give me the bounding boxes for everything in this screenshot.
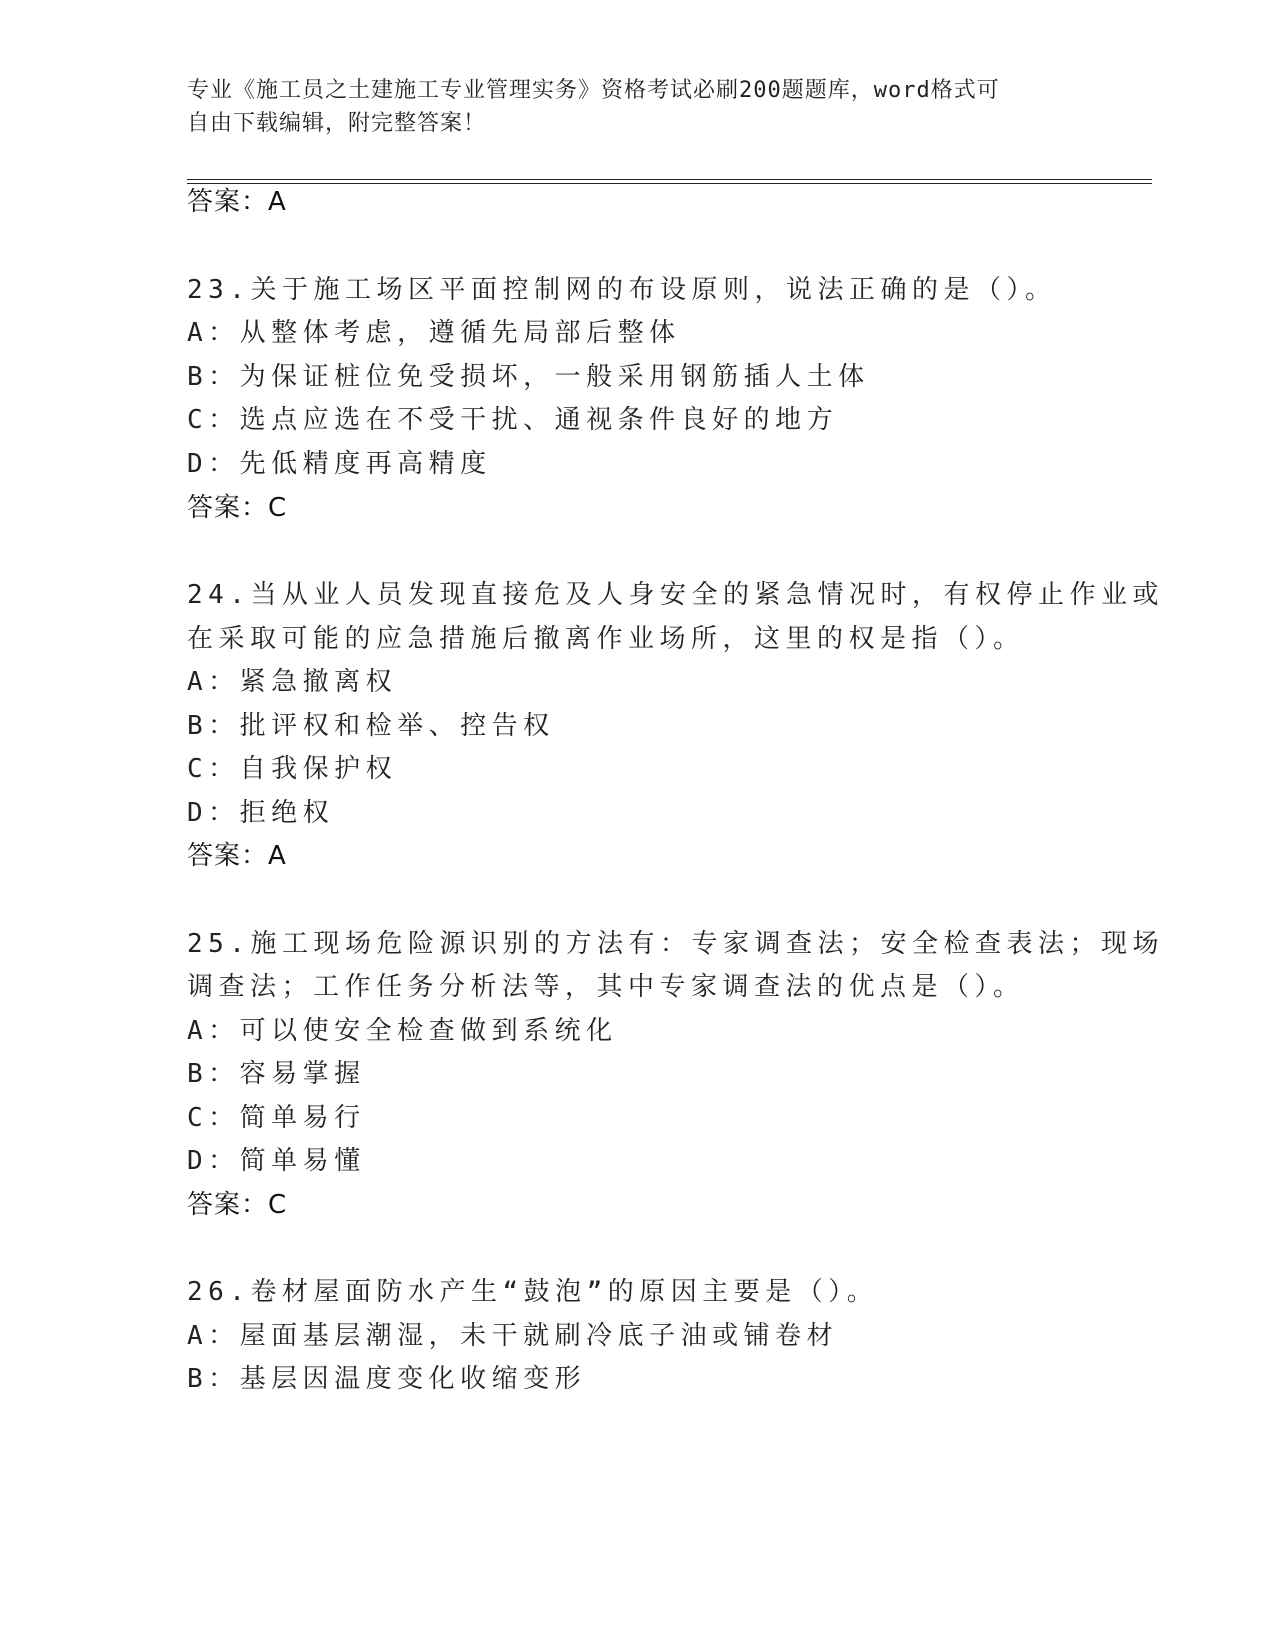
option-c: C：简单易行 (187, 1103, 366, 1133)
option-b: B：基层因温度变化收缩变形 (187, 1364, 587, 1394)
option-a: A：屋面基层潮湿，未干就刷冷底子油或铺卷材 (187, 1321, 839, 1351)
answer: 答案：A (187, 841, 287, 871)
option-a: A：可以使安全检查做到系统化 (187, 1016, 618, 1046)
header-divider (187, 179, 1152, 184)
question-stem-line-1: 25.施工现场危险源识别的方法有：专家调查法；安全检查表法；现场 (187, 929, 1164, 959)
answer-previous: 答案：A (187, 187, 287, 217)
answer: 答案：C (187, 493, 288, 523)
question-stem-line-2: 调查法；工作任务分析法等，其中专家调查法的优点是（）。 (187, 972, 1025, 1002)
option-a: A：从整体考虑，遵循先局部后整体 (187, 318, 681, 348)
question-stem-line-2: 在采取可能的应急措施后撤离作业场所，这里的权是指（）。 (187, 624, 1025, 654)
option-b: B：容易掌握 (187, 1059, 366, 1089)
option-b: B：为保证桩位免受损坏，一般采用钢筋插人土体 (187, 362, 870, 392)
option-a: A：紧急撤离权 (187, 667, 398, 697)
document-header (187, 74, 1067, 140)
option-d: D：简单易懂 (187, 1146, 366, 1176)
option-c: C：选点应选在不受干扰、通视条件良好的地方 (187, 405, 839, 435)
question-stem: 23.关于施工场区平面控制网的布设原则，说法正确的是（）。 (187, 275, 1057, 305)
option-d: D：先低精度再高精度 (187, 449, 492, 479)
question-stem-line-1: 24.当从业人员发现直接危及人身安全的紧急情况时，有权停止作业或 (187, 580, 1164, 610)
option-b: B：批评权和检举、控告权 (187, 711, 555, 741)
answer: 答案：C (187, 1190, 288, 1220)
header-title-line-1: 专业《施工员之土建施工专业管理实务》资格考试必刷200题题库，word格式可 (187, 78, 1000, 103)
option-d: D：拒绝权 (187, 798, 335, 828)
option-c: C：自我保护权 (187, 754, 398, 784)
question-stem: 26.卷材屋面防水产生“鼓泡”的原因主要是（）。 (187, 1277, 879, 1307)
header-title-line-2: 自由下载编辑，附完整答案！ (187, 111, 487, 136)
